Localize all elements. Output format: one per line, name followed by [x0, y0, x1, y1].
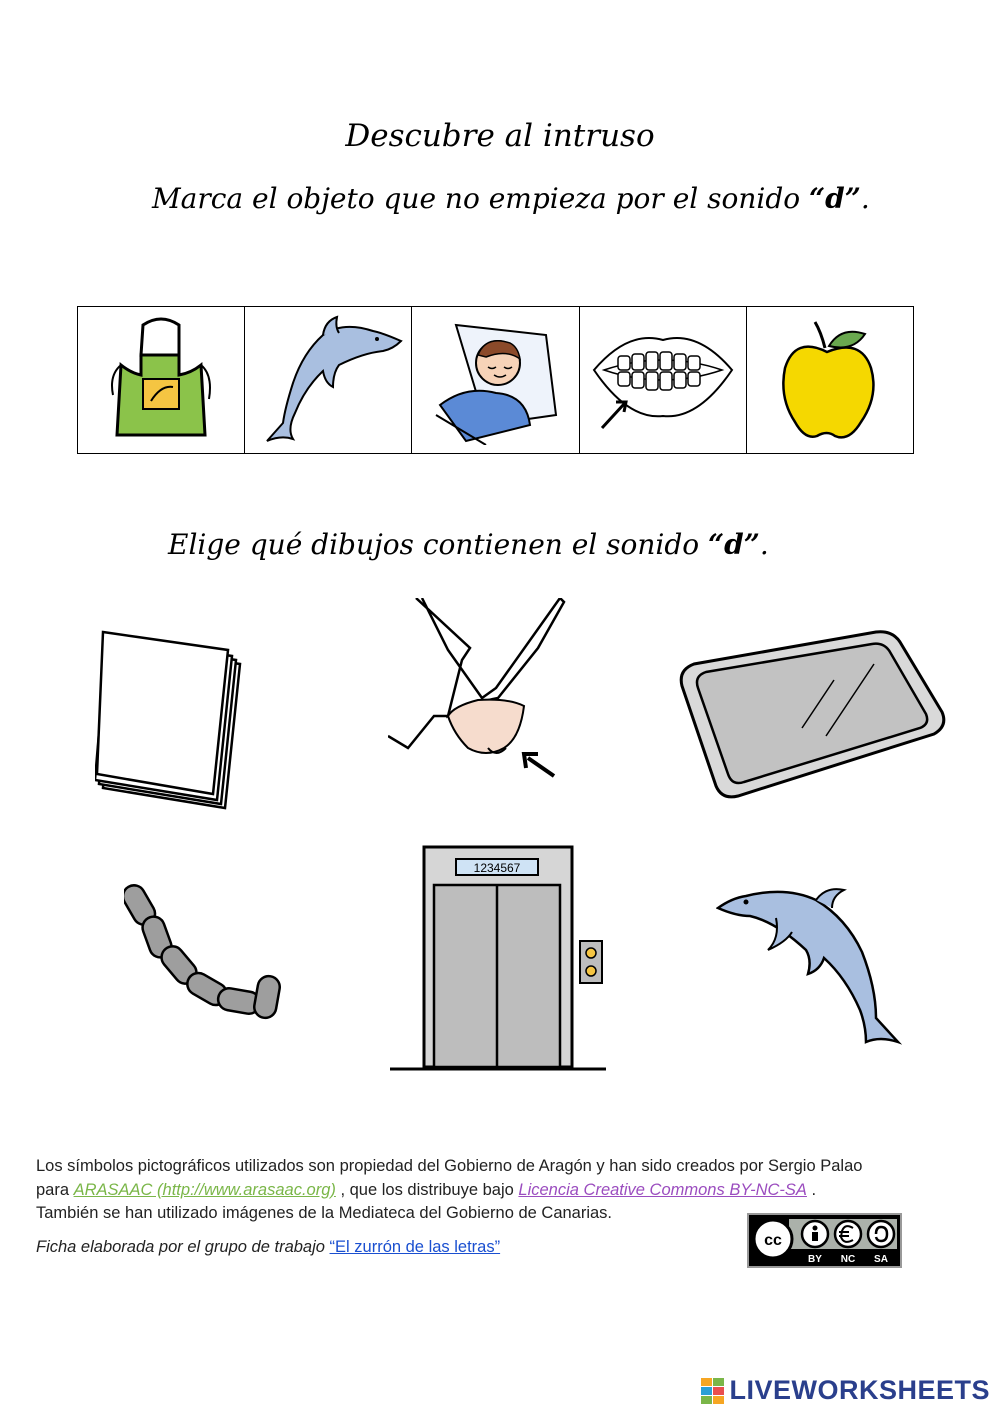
picture-tray[interactable] — [678, 630, 946, 804]
attribution-line-1: Los símbolos pictográficos utilizados son propiedad del Gobierno de Aragón y han sido creados por Sergio Palao — [36, 1157, 863, 1175]
elevator-icon — [390, 845, 608, 1073]
option-sleeping-child[interactable] — [412, 307, 579, 453]
license-link[interactable]: Licencia Creative Commons BY-NC-SA — [518, 1180, 807, 1199]
cc-badge-icon — [749, 1215, 900, 1266]
tray-icon — [678, 630, 946, 800]
apple-icon — [775, 318, 885, 443]
instruction-intruder — [152, 182, 870, 215]
instruction-text: Elige qué dibujos contienen el sonido — [168, 528, 709, 561]
teeth-icon — [588, 320, 738, 440]
instruction-end: . — [860, 182, 870, 215]
dolphin-icon — [716, 878, 902, 1050]
brand-text: LIVEWORKSHEETS — [729, 1375, 990, 1405]
elbow-icon — [388, 598, 568, 783]
attribution-end: . — [806, 1180, 817, 1199]
intruder-table — [77, 306, 914, 454]
liveworksheets-brand[interactable] — [701, 1375, 990, 1406]
cc-license-badge[interactable] — [747, 1213, 902, 1268]
zurron-link[interactable]: “El zurrón de las letras” — [329, 1238, 501, 1256]
option-apron[interactable] — [78, 307, 245, 453]
cc-by-label: BY — [808, 1254, 822, 1265]
picture-chain[interactable] — [124, 880, 289, 1044]
liveworksheets-logo-icon — [701, 1378, 725, 1404]
attribution-line-2 — [36, 1179, 976, 1203]
sleeping-child-icon — [426, 315, 566, 445]
instruction-end: . — [759, 528, 769, 561]
dolphin-icon — [253, 313, 403, 448]
option-apple[interactable] — [747, 307, 913, 453]
option-teeth[interactable] — [580, 307, 747, 453]
paper-sheets-icon — [95, 626, 245, 811]
picture-elevator[interactable] — [390, 845, 608, 1077]
instruction-sound: “d” — [809, 182, 861, 215]
option-dolphin[interactable] — [245, 307, 412, 453]
instruction-choose — [168, 528, 769, 561]
elevator-display: 1234567 — [473, 861, 521, 875]
cc-nc-label: NC — [840, 1254, 856, 1265]
worksheet-title: Descubre al intruso — [345, 118, 655, 154]
picture-elbow[interactable] — [388, 598, 568, 787]
arasaac-link[interactable]: ARASAAC (http://www.arasaac.org) — [73, 1180, 336, 1199]
cc-text: cc — [764, 1232, 782, 1249]
attribution-prefix: para — [36, 1180, 74, 1199]
credit-text: Ficha elaborada por el grupo de trabajo — [36, 1238, 330, 1256]
instruction-sound: “d” — [708, 528, 760, 561]
instruction-text: Marca el objeto que no empieza por el sonido — [152, 182, 810, 215]
cc-sa-label: SA — [874, 1254, 888, 1265]
apron-icon — [101, 315, 221, 445]
chain-icon — [124, 880, 289, 1040]
attribution-line-3: También se han utilizado imágenes de la Mediateca del Gobierno de Canarias. — [36, 1204, 613, 1222]
credit-line — [36, 1238, 500, 1257]
picture-paper[interactable] — [95, 626, 245, 815]
attribution-middle: , que los distribuye bajo — [335, 1180, 519, 1199]
picture-dolphin[interactable] — [716, 878, 902, 1054]
